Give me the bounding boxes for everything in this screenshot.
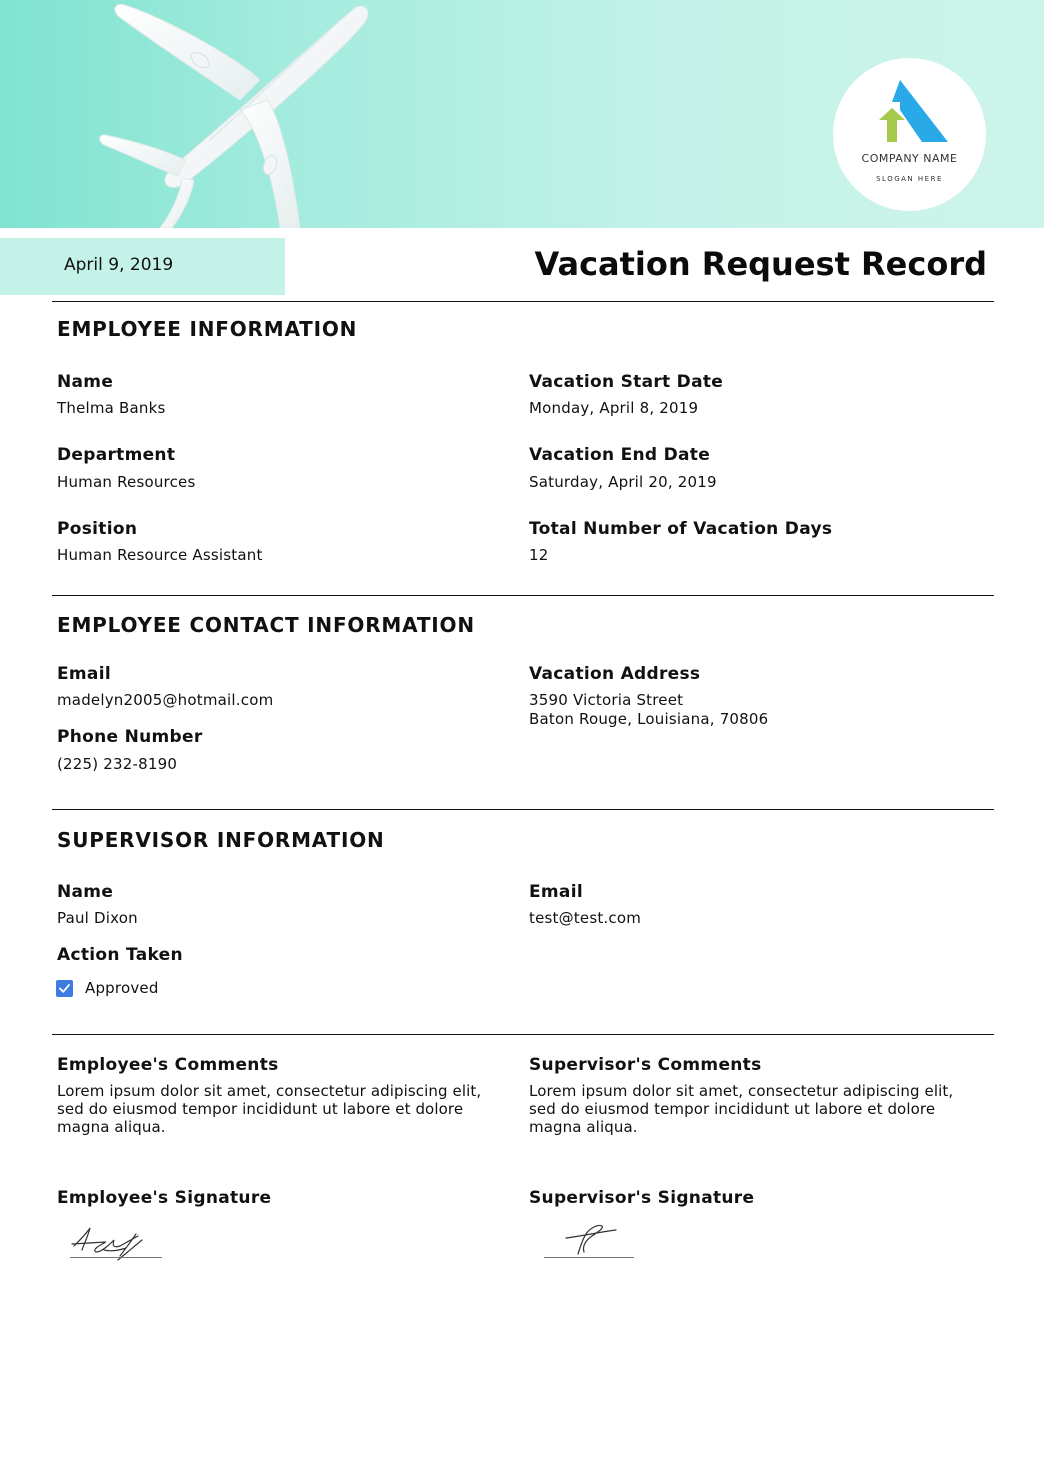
department-label: Department <box>57 445 176 465</box>
phone-label: Phone Number <box>57 727 203 747</box>
employee-signature <box>66 1222 166 1270</box>
supervisor-signature-line <box>544 1257 634 1258</box>
vacation-end-value: Saturday, April 20, 2019 <box>529 473 717 491</box>
supervisor-comments-line: Lorem ipsum dolor sit amet, consectetur adipiscing elit, <box>529 1082 954 1100</box>
department-value: Human Resources <box>57 473 196 491</box>
approved-checkbox[interactable] <box>56 980 73 997</box>
supervisor-signature <box>542 1218 642 1266</box>
action-taken-label: Action Taken <box>57 945 183 965</box>
employee-name-label: Name <box>57 372 114 392</box>
employee-signature-label: Employee's Signature <box>57 1188 272 1208</box>
company-name: COMPANY NAME <box>861 152 958 165</box>
company-logo <box>833 58 986 211</box>
employee-comments-label: Employee's Comments <box>57 1055 279 1075</box>
position-label: Position <box>57 519 138 539</box>
supervisor-name-label: Name <box>57 882 114 902</box>
employee-comments-line: Lorem ipsum dolor sit amet, consectetur adipiscing elit, <box>57 1082 482 1100</box>
vacation-start-label: Vacation Start Date <box>529 372 724 392</box>
section-title-contact-information: EMPLOYEE CONTACT INFORMATION <box>57 613 475 637</box>
position-value: Human Resource Assistant <box>57 546 263 564</box>
supervisor-name-value: Paul Dixon <box>57 909 138 927</box>
checkmark-icon <box>56 980 73 997</box>
employee-signature-line <box>70 1257 162 1258</box>
approved-checkbox-label: Approved <box>85 979 159 997</box>
divider <box>52 301 994 302</box>
vacation-address-line1: 3590 Victoria Street <box>529 691 684 709</box>
vacation-address-label: Vacation Address <box>529 664 701 684</box>
page-title: Vacation Request Record <box>534 245 987 283</box>
divider <box>52 595 994 596</box>
supervisor-comments-line: magna aliqua. <box>529 1118 638 1136</box>
divider <box>52 1034 994 1035</box>
company-slogan: SLOGAN HERE <box>876 175 943 183</box>
employee-comments-line: sed do eiusmod tempor incididunt ut labore et dolore <box>57 1100 464 1118</box>
employee-email-value: madelyn2005@hotmail.com <box>57 691 274 709</box>
header-banner <box>0 0 1044 228</box>
section-title-employee-information: EMPLOYEE INFORMATION <box>57 317 358 341</box>
supervisor-comments-line: sed do eiusmod tempor incididunt ut labore et dolore <box>529 1100 936 1118</box>
phone-value: (225) 232-8190 <box>57 755 178 773</box>
total-days-value: 12 <box>529 546 549 564</box>
logo-mark-icon <box>878 80 948 142</box>
date-box <box>0 238 285 295</box>
employee-name-value: Thelma Banks <box>57 399 166 417</box>
supervisor-signature-label: Supervisor's Signature <box>529 1188 755 1208</box>
document-date: April 9, 2019 <box>64 255 174 275</box>
supervisor-email-value: test@test.com <box>529 909 642 927</box>
vacation-start-value: Monday, April 8, 2019 <box>529 399 699 417</box>
vacation-end-label: Vacation End Date <box>529 445 711 465</box>
supervisor-email-label: Email <box>529 882 583 902</box>
employee-comments-text <box>57 1082 517 1136</box>
supervisor-comments-text <box>529 1082 989 1136</box>
supervisor-comments-label: Supervisor's Comments <box>529 1055 762 1075</box>
divider <box>52 809 994 810</box>
total-days-label: Total Number of Vacation Days <box>529 519 833 539</box>
vacation-address-line2: Baton Rouge, Louisiana, 70806 <box>529 710 769 728</box>
employee-email-label: Email <box>57 664 111 684</box>
airplane-image <box>90 0 380 228</box>
section-title-supervisor-information: SUPERVISOR INFORMATION <box>57 828 385 852</box>
employee-comments-line: magna aliqua. <box>57 1118 166 1136</box>
